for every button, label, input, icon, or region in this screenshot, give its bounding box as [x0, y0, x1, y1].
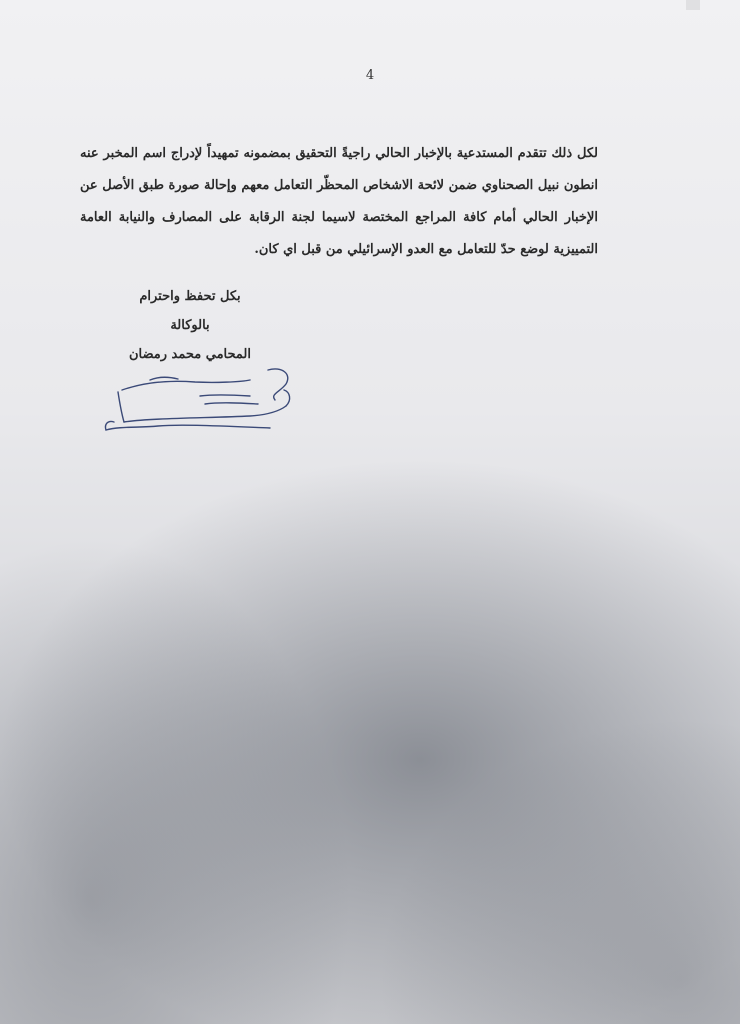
closing-lawyer-name: المحامي محمد رمضان — [128, 347, 251, 362]
closing-agency: بالوكالة — [170, 318, 210, 333]
signature-strokes — [105, 369, 289, 430]
page-edge-mark — [686, 0, 700, 10]
handwritten-signature — [100, 360, 300, 440]
page-number: 4 — [365, 68, 375, 83]
closing-block — [100, 282, 280, 369]
closing-regards: بكل تحفظ واحترام — [139, 289, 241, 304]
body-paragraph: لكل ذلك تتقدم المستدعية بالإخبار الحالي راجيةً التحقيق بمضمونه تمهيداً لإدراج اسم المخبر عنه انطون نبيل الصحناوي ضمن لائحة الاشخاص المحظّر التعامل معهم وإحالة صورة طبق الأصل عن الإخبار الحالي أمام كافة المراجع المختصة لاسيما لجنة الرقابة على المصارف والنيابة العامة التمييزية لوضع حدّ للتعامل مع العدو الإسرائيلي من قبل اي كان. — [80, 146, 598, 257]
body-paragraph-block — [80, 138, 598, 266]
